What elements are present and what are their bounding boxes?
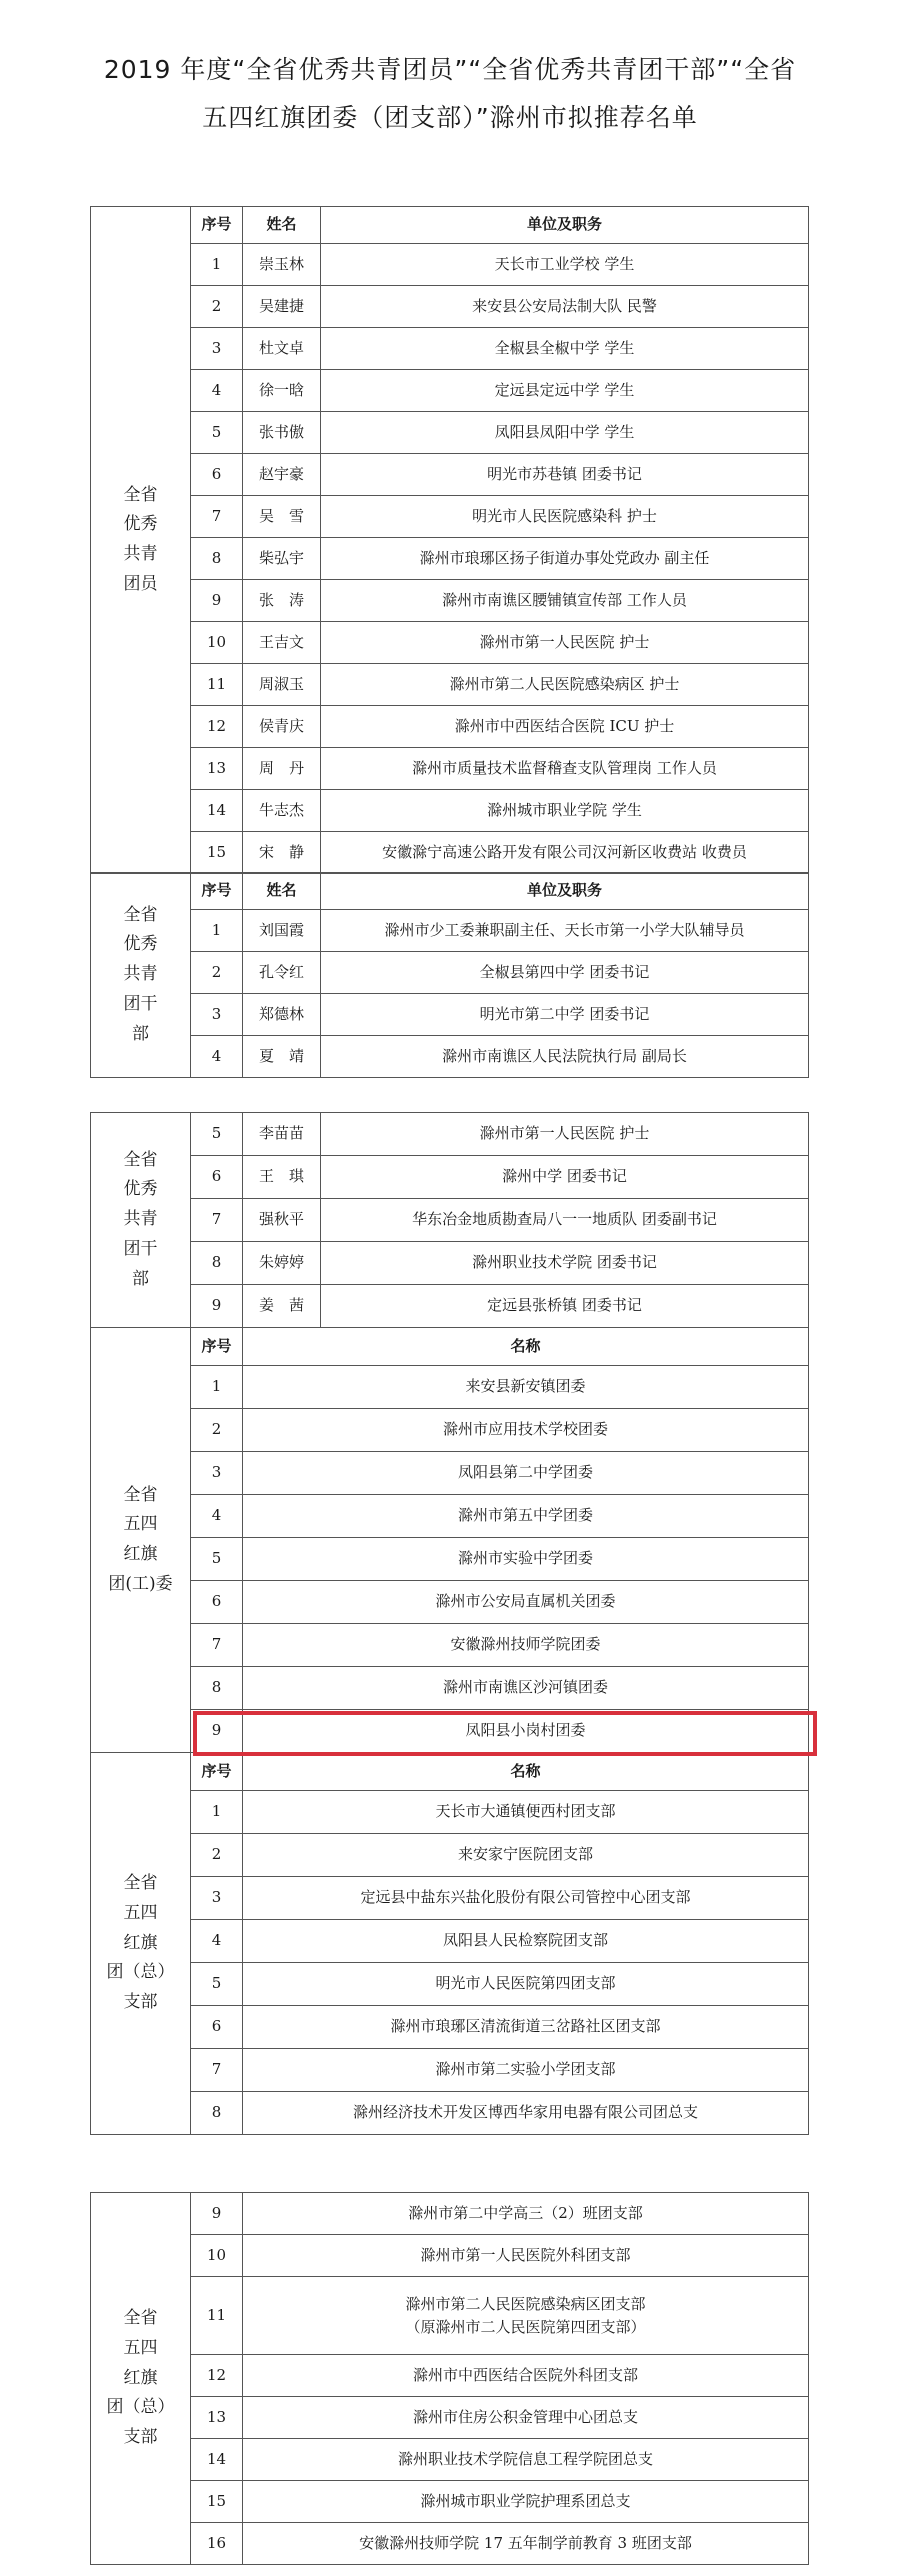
header-name: 名称 — [243, 1328, 809, 1366]
row-no: 1 — [191, 244, 243, 286]
table-row — [91, 286, 809, 328]
table-row — [91, 1285, 809, 1328]
row-name: 崇玉林 — [243, 244, 321, 286]
row-no: 8 — [191, 1242, 243, 1285]
table-row — [91, 1242, 809, 1285]
table-row — [91, 1624, 809, 1667]
table-row — [91, 2092, 809, 2135]
row-name: 周 丹 — [243, 748, 321, 790]
header-row — [91, 207, 809, 244]
header-name: 姓名 — [243, 207, 321, 244]
table-row — [91, 1199, 809, 1242]
row-no: 14 — [191, 790, 243, 832]
row-no: 2 — [191, 952, 243, 994]
row-name: 滁州市公安局直属机关团委 — [243, 1581, 809, 1624]
row-name: 滁州市第一人民医院外科团支部 — [243, 2235, 809, 2277]
table-row — [91, 2523, 809, 2565]
row-no: 7 — [191, 2049, 243, 2092]
row-unit: 明光市苏巷镇 团委书记 — [321, 454, 809, 496]
row-no: 7 — [191, 1624, 243, 1667]
header-no: 序号 — [191, 1328, 243, 1366]
table-row — [91, 1366, 809, 1409]
row-name: 滁州市住房公积金管理中心团总支 — [243, 2397, 809, 2439]
row-name: 强秋平 — [243, 1199, 321, 1242]
row-name: 来安县新安镇团委 — [243, 1366, 809, 1409]
row-no: 5 — [191, 1113, 243, 1156]
category-cadres: 全省 优秀 共青 团干 部 — [91, 873, 191, 1078]
row-unit: 华东冶金地质勘查局八一一地质队 团委副书记 — [321, 1199, 809, 1242]
table-row — [91, 2193, 809, 2235]
header-no: 序号 — [191, 207, 243, 244]
category-branches: 全省 五四 红旗 团（总） 支部 — [91, 2193, 191, 2565]
row-no: 5 — [191, 1963, 243, 2006]
row-unit: 定远县张桥镇 团委书记 — [321, 1285, 809, 1328]
table-row — [91, 1581, 809, 1624]
row-unit: 凤阳县凤阳中学 学生 — [321, 412, 809, 454]
row-name: 柴弘宇 — [243, 538, 321, 580]
category-cadres: 全省 优秀 共青 团干 部 — [91, 1113, 191, 1328]
row-no: 2 — [191, 1409, 243, 1452]
row-no: 8 — [191, 1667, 243, 1710]
row-name: 滁州市中西医结合医院外科团支部 — [243, 2355, 809, 2397]
row-no: 15 — [191, 2481, 243, 2523]
table-row — [91, 370, 809, 412]
table-row — [91, 1495, 809, 1538]
category-branches: 全省 五四 红旗 团（总） 支部 — [91, 1753, 191, 2135]
row-unit: 滁州市南谯区腰铺镇宣传部 工作人员 — [321, 580, 809, 622]
row-no: 2 — [191, 286, 243, 328]
row-no: 3 — [191, 328, 243, 370]
row-name: 王吉文 — [243, 622, 321, 664]
row-no: 3 — [191, 1877, 243, 1920]
table-row — [91, 1667, 809, 1710]
row-name: 李苗苗 — [243, 1113, 321, 1156]
row-unit: 滁州市质量技术监督稽查支队管理岗 工作人员 — [321, 748, 809, 790]
row-no: 5 — [191, 1538, 243, 1581]
table-row — [91, 2235, 809, 2277]
row-no: 8 — [191, 2092, 243, 2135]
row-name: 张 涛 — [243, 580, 321, 622]
row-no: 1 — [191, 910, 243, 952]
row-name: 牛志杰 — [243, 790, 321, 832]
row-no: 10 — [191, 2235, 243, 2277]
row-no: 5 — [191, 412, 243, 454]
document-title-line2: 五四红旗团委（团支部）”滁州市拟推荐名单 — [202, 103, 698, 132]
row-name: 天长市大通镇便西村团支部 — [243, 1791, 809, 1834]
table-row — [91, 244, 809, 286]
row-unit: 天长市工业学校 学生 — [321, 244, 809, 286]
table-row — [91, 952, 809, 994]
row-name: 周淑玉 — [243, 664, 321, 706]
row-no: 9 — [191, 1285, 243, 1328]
row-name: 赵宇豪 — [243, 454, 321, 496]
row-name: 杜文卓 — [243, 328, 321, 370]
table-row — [91, 706, 809, 748]
row-no: 7 — [191, 1199, 243, 1242]
row-no: 11 — [191, 2277, 243, 2355]
highlight-box — [193, 1711, 817, 1756]
table-row — [91, 2481, 809, 2523]
row-name: 孔令红 — [243, 952, 321, 994]
row-unit: 滁州市中西医结合医院 ICU 护士 — [321, 706, 809, 748]
table-row — [91, 1036, 809, 1078]
table-row — [91, 2397, 809, 2439]
row-no: 4 — [191, 1495, 243, 1538]
table-row — [91, 2277, 809, 2355]
row-no: 3 — [191, 1452, 243, 1495]
row-name: 安徽滁州技师学院 17 五年制学前教育 3 班团支部 — [243, 2523, 809, 2565]
row-unit: 定远县定远中学 学生 — [321, 370, 809, 412]
row-name: 滁州城市职业学院护理系团总支 — [243, 2481, 809, 2523]
main-table-2 — [90, 1112, 809, 2135]
row-name: 徐一晗 — [243, 370, 321, 412]
row-name: 滁州市琅琊区清流街道三岔路社区团支部 — [243, 2006, 809, 2049]
table-row — [91, 1538, 809, 1581]
row-no: 12 — [191, 706, 243, 748]
row-name: 滁州市南谯区沙河镇团委 — [243, 1667, 809, 1710]
header-unit: 单位及职务 — [321, 873, 809, 910]
table-row — [91, 910, 809, 952]
row-name: 王 琪 — [243, 1156, 321, 1199]
header-row — [91, 873, 809, 910]
row-name: 凤阳县第二中学团委 — [243, 1452, 809, 1495]
table-row — [91, 622, 809, 664]
row-unit: 明光市第二中学 团委书记 — [321, 994, 809, 1036]
row-no: 16 — [191, 2523, 243, 2565]
row-name-note: （原滁州市二人民医院第四团支部） — [405, 2317, 646, 2336]
row-no: 13 — [191, 2397, 243, 2439]
table-row — [91, 1452, 809, 1495]
row-name: 凤阳县小岗村团委 — [243, 1710, 809, 1753]
table-row — [91, 412, 809, 454]
row-unit: 来安县公安局法制大队 民警 — [321, 286, 809, 328]
row-unit: 滁州职业技术学院 团委书记 — [321, 1242, 809, 1285]
row-no: 6 — [191, 1581, 243, 1624]
row-name: 来安家宁医院团支部 — [243, 1834, 809, 1877]
table-row — [91, 664, 809, 706]
row-name: 滁州市实验中学团委 — [243, 1538, 809, 1581]
row-name: 滁州职业技术学院信息工程学院团总支 — [243, 2439, 809, 2481]
table-row — [91, 832, 809, 874]
row-no: 9 — [191, 580, 243, 622]
row-no: 8 — [191, 538, 243, 580]
row-name: 滁州市第二实验小学团支部 — [243, 2049, 809, 2092]
category-committees: 全省 五四 红旗 团(工)委 — [91, 1328, 191, 1753]
cadres-table-1 — [90, 872, 809, 1078]
row-name: 吴 雪 — [243, 496, 321, 538]
row-name: 夏 靖 — [243, 1036, 321, 1078]
row-no: 9 — [191, 2193, 243, 2235]
table-row — [91, 790, 809, 832]
row-name: 定远县中盐东兴盐化股份有限公司管控中心团支部 — [243, 1877, 809, 1920]
row-no: 15 — [191, 832, 243, 874]
table-row — [91, 1791, 809, 1834]
table-row — [91, 1409, 809, 1452]
row-no: 13 — [191, 748, 243, 790]
table-row — [91, 1877, 809, 1920]
row-name: 侯青庆 — [243, 706, 321, 748]
members-table — [90, 206, 809, 874]
table-row — [91, 994, 809, 1036]
row-name: 朱婷婷 — [243, 1242, 321, 1285]
table-row — [91, 1113, 809, 1156]
row-unit: 全椒县全椒中学 学生 — [321, 328, 809, 370]
row-no: 4 — [191, 370, 243, 412]
row-unit: 滁州中学 团委书记 — [321, 1156, 809, 1199]
row-no: 11 — [191, 664, 243, 706]
row-name: 刘国霞 — [243, 910, 321, 952]
row-name: 吴建捷 — [243, 286, 321, 328]
row-no: 14 — [191, 2439, 243, 2481]
row-no: 12 — [191, 2355, 243, 2397]
header-name: 姓名 — [243, 873, 321, 910]
table-row — [91, 2355, 809, 2397]
row-no: 7 — [191, 496, 243, 538]
row-no: 4 — [191, 1920, 243, 1963]
row-name: 滁州经济技术开发区博西华家用电器有限公司团总支 — [243, 2092, 809, 2135]
table-row — [91, 2439, 809, 2481]
row-name: 安徽滁州技师学院团委 — [243, 1624, 809, 1667]
row-unit: 滁州市第一人民医院 护士 — [321, 1113, 809, 1156]
row-name: 郑德林 — [243, 994, 321, 1036]
row-no: 9 — [191, 1710, 243, 1753]
header-row — [91, 1753, 809, 1791]
row-name: 滁州市第二人民医院感染病区团支部 — [405, 2295, 646, 2313]
row-unit: 滁州市琅琊区扬子街道办事处党政办 副主任 — [321, 538, 809, 580]
table-row — [91, 580, 809, 622]
row-no: 6 — [191, 2006, 243, 2049]
row-unit: 滁州市第一人民医院 护士 — [321, 622, 809, 664]
row-no: 10 — [191, 622, 243, 664]
row-no: 3 — [191, 994, 243, 1036]
row-unit: 全椒县第四中学 团委书记 — [321, 952, 809, 994]
row-name: 滁州市应用技术学校团委 — [243, 1409, 809, 1452]
table-row — [91, 1834, 809, 1877]
table-row — [91, 1963, 809, 2006]
row-unit: 滁州城市职业学院 学生 — [321, 790, 809, 832]
row-unit: 滁州市南谯区人民法院执行局 副局长 — [321, 1036, 809, 1078]
table-row — [91, 1156, 809, 1199]
table-row — [91, 538, 809, 580]
row-no: 1 — [191, 1791, 243, 1834]
row-unit: 滁州市少工委兼职副主任、天长市第一小学大队辅导员 — [321, 910, 809, 952]
row-no: 2 — [191, 1834, 243, 1877]
table-row — [91, 454, 809, 496]
table-row — [91, 2006, 809, 2049]
table-row — [91, 1920, 809, 1963]
row-name: 宋 静 — [243, 832, 321, 874]
row-name: 明光市人民医院第四团支部 — [243, 1963, 809, 2006]
row-no: 4 — [191, 1036, 243, 1078]
table-row — [91, 2049, 809, 2092]
row-name-two-line — [243, 2277, 809, 2355]
header-no: 序号 — [191, 1753, 243, 1791]
row-name: 凤阳县人民检察院团支部 — [243, 1920, 809, 1963]
row-name: 张书傲 — [243, 412, 321, 454]
table-row — [91, 496, 809, 538]
branches-table-2 — [90, 2192, 809, 2565]
row-unit: 滁州市第二人民医院感染病区 护士 — [321, 664, 809, 706]
category-members: 全省 优秀 共青 团员 — [91, 207, 191, 874]
row-no: 6 — [191, 1156, 243, 1199]
row-name: 滁州市第二中学高三（2）班团支部 — [243, 2193, 809, 2235]
header-row — [91, 1328, 809, 1366]
table-row — [91, 328, 809, 370]
header-no: 序号 — [191, 873, 243, 910]
header-unit: 单位及职务 — [321, 207, 809, 244]
row-no: 6 — [191, 454, 243, 496]
row-name: 滁州市第五中学团委 — [243, 1495, 809, 1538]
header-name: 名称 — [243, 1753, 809, 1791]
row-unit: 明光市人民医院感染科 护士 — [321, 496, 809, 538]
table-row — [91, 748, 809, 790]
document-title-line1: 2019 年度“全省优秀共青团员”“全省优秀共青团干部”“全省 — [103, 55, 797, 84]
row-name: 姜 茜 — [243, 1285, 321, 1328]
row-unit: 安徽滁宁高速公路开发有限公司汉河新区收费站 收费员 — [321, 832, 809, 874]
row-no: 1 — [191, 1366, 243, 1409]
